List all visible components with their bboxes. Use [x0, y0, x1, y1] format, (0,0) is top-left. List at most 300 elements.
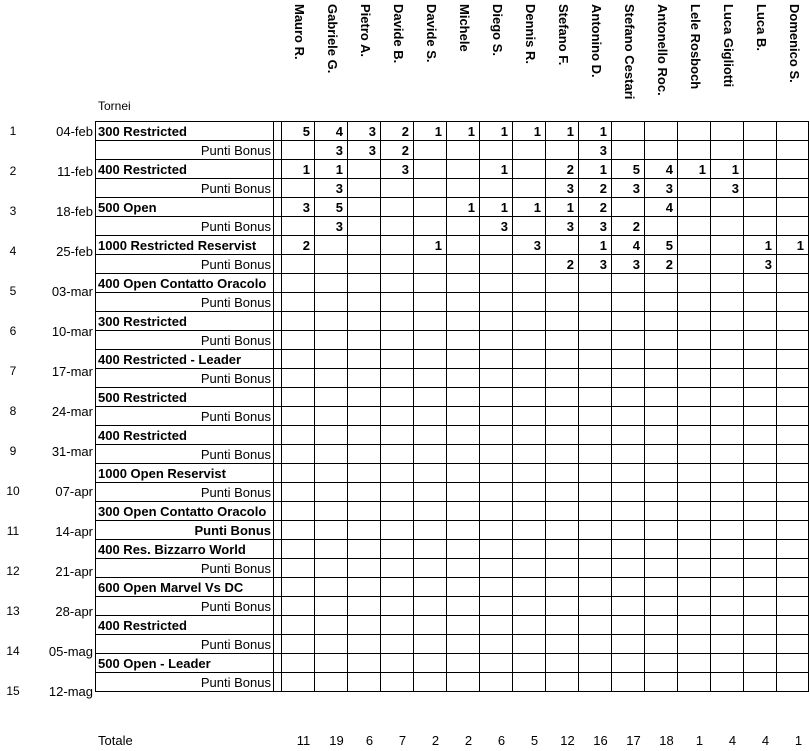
separator-cell: [274, 141, 282, 160]
row-number: 5: [9, 284, 17, 298]
bonus-cell: [414, 483, 447, 502]
bonus-cell: [315, 483, 348, 502]
scores-table: [95, 121, 809, 692]
bonus-cell: [480, 331, 513, 350]
score-cell: [645, 540, 678, 559]
bonus-cell: [447, 559, 480, 578]
score-cell: [480, 540, 513, 559]
separator-cell: [274, 502, 282, 521]
score-cell: [447, 426, 480, 445]
score-cell: [678, 388, 711, 407]
bonus-cell: [546, 483, 579, 502]
separator-cell: [274, 388, 282, 407]
bonus-cell: [612, 369, 645, 388]
total-value: 16: [593, 733, 608, 748]
bonus-label: Punti Bonus: [96, 369, 274, 388]
bonus-cell: [711, 369, 744, 388]
score-cell: [348, 540, 381, 559]
bonus-cell: [315, 255, 348, 274]
bonus-cell: [546, 673, 579, 692]
tournament-date: 25-feb: [56, 244, 93, 259]
score-cell: 1: [447, 122, 480, 141]
bonus-cell: [447, 141, 480, 160]
bonus-cell: 3: [315, 217, 348, 236]
bonus-cell: [579, 331, 612, 350]
bonus-cell: [513, 331, 546, 350]
bonus-cell: [579, 407, 612, 426]
bonus-cell: [645, 331, 678, 350]
bonus-cell: [513, 673, 546, 692]
bonus-cell: [546, 331, 579, 350]
bonus-cell: [612, 635, 645, 654]
score-cell: [381, 198, 414, 217]
bonus-cell: [579, 635, 612, 654]
score-cell: 5: [645, 236, 678, 255]
score-cell: [348, 350, 381, 369]
score-cell: 3: [513, 236, 546, 255]
score-cell: [282, 502, 315, 521]
score-cell: [744, 198, 777, 217]
bonus-cell: [447, 635, 480, 654]
score-cell: [348, 464, 381, 483]
bonus-cell: [744, 521, 777, 540]
score-cell: 3: [348, 122, 381, 141]
row-number: 2: [9, 164, 17, 178]
tournament-row: [96, 312, 809, 331]
score-cell: [447, 464, 480, 483]
bonus-cell: [513, 179, 546, 198]
bonus-cell: [414, 369, 447, 388]
bonus-cell: [480, 483, 513, 502]
score-cell: [711, 654, 744, 673]
player-header: [611, 0, 644, 118]
bonus-cell: [348, 407, 381, 426]
separator-cell: [274, 616, 282, 635]
score-cell: [612, 426, 645, 445]
score-cell: [678, 654, 711, 673]
row-number: 15: [6, 684, 20, 698]
bonus-cell: 3: [480, 217, 513, 236]
score-cell: [678, 350, 711, 369]
bonus-cell: [546, 635, 579, 654]
bonus-cell: [678, 217, 711, 236]
tournament-row: [96, 502, 809, 521]
tournament-name: 400 Restricted: [96, 160, 274, 179]
score-cell: [744, 388, 777, 407]
player-header: [644, 0, 677, 118]
score-cell: 4: [315, 122, 348, 141]
tournament-name: 400 Res. Bizzarro World: [96, 540, 274, 559]
bonus-cell: 3: [348, 141, 381, 160]
score-cell: [546, 654, 579, 673]
bonus-cell: [612, 559, 645, 578]
score-cell: 2: [546, 160, 579, 179]
bonus-cell: [579, 483, 612, 502]
bonus-cell: [711, 597, 744, 616]
bonus-row: [96, 407, 809, 426]
bonus-cell: [579, 597, 612, 616]
bonus-cell: [744, 597, 777, 616]
score-cell: [744, 616, 777, 635]
tournament-row: [96, 654, 809, 673]
bonus-cell: [678, 521, 711, 540]
score-cell: [414, 426, 447, 445]
bonus-row: [96, 635, 809, 654]
bonus-cell: [348, 635, 381, 654]
bonus-cell: 3: [546, 217, 579, 236]
bonus-cell: [480, 445, 513, 464]
tournament-row: [96, 350, 809, 369]
score-cell: [447, 350, 480, 369]
bonus-cell: [447, 483, 480, 502]
score-cell: [348, 578, 381, 597]
bonus-cell: [744, 559, 777, 578]
score-cell: [645, 274, 678, 293]
bonus-cell: [447, 445, 480, 464]
player-name: Luca Gigliotti: [720, 4, 736, 88]
separator-cell: [274, 407, 282, 426]
bonus-cell: [414, 407, 447, 426]
bonus-cell: [480, 369, 513, 388]
score-cell: [381, 464, 414, 483]
bonus-cell: [480, 673, 513, 692]
player-header: [281, 0, 314, 118]
score-cell: 1: [546, 122, 579, 141]
score-cell: [678, 274, 711, 293]
score-cell: [645, 122, 678, 141]
score-cell: [480, 236, 513, 255]
separator-cell: [274, 654, 282, 673]
bonus-cell: [711, 483, 744, 502]
score-cell: [744, 654, 777, 673]
total-value: 5: [530, 733, 539, 748]
bonus-cell: 3: [744, 255, 777, 274]
score-cell: [744, 122, 777, 141]
bonus-cell: [414, 141, 447, 160]
score-cell: [612, 502, 645, 521]
bonus-cell: 2: [546, 255, 579, 274]
tournament-date: 04-feb: [56, 124, 93, 139]
bonus-cell: [678, 635, 711, 654]
player-name: Stefano F.: [555, 4, 571, 66]
score-cell: [315, 654, 348, 673]
score-cell: [282, 464, 315, 483]
bonus-cell: [447, 331, 480, 350]
score-cell: [414, 350, 447, 369]
bonus-cell: [777, 407, 809, 426]
bonus-cell: [282, 217, 315, 236]
bonus-label: Punti Bonus: [96, 255, 274, 274]
total-value: 6: [497, 733, 506, 748]
bonus-cell: [678, 293, 711, 312]
bonus-cell: [546, 597, 579, 616]
bonus-cell: [381, 559, 414, 578]
score-cell: [612, 274, 645, 293]
score-cell: [381, 616, 414, 635]
score-cell: [612, 616, 645, 635]
score-cell: 1: [315, 160, 348, 179]
score-cell: [414, 616, 447, 635]
score-cell: 1: [579, 236, 612, 255]
score-cell: [546, 426, 579, 445]
bonus-cell: [513, 521, 546, 540]
bonus-cell: [579, 445, 612, 464]
bonus-cell: [612, 445, 645, 464]
score-cell: [414, 654, 447, 673]
score-cell: [711, 122, 744, 141]
bonus-cell: [414, 635, 447, 654]
score-cell: [381, 274, 414, 293]
bonus-cell: [777, 217, 809, 236]
total-value: 4: [761, 733, 770, 748]
bonus-cell: [744, 331, 777, 350]
tournament-row: [96, 274, 809, 293]
bonus-cell: [381, 597, 414, 616]
bonus-cell: [777, 369, 809, 388]
separator-cell: [274, 122, 282, 141]
bonus-cell: [480, 521, 513, 540]
score-cell: [579, 578, 612, 597]
tournament-row: [96, 388, 809, 407]
separator-cell: [274, 426, 282, 445]
bonus-cell: 3: [579, 255, 612, 274]
bonus-cell: [315, 597, 348, 616]
bonus-cell: [348, 369, 381, 388]
score-cell: [678, 540, 711, 559]
bonus-cell: [711, 217, 744, 236]
score-cell: [513, 540, 546, 559]
bonus-row: [96, 445, 809, 464]
score-cell: [414, 312, 447, 331]
score-cell: [612, 198, 645, 217]
bonus-row: [96, 255, 809, 274]
score-cell: [579, 274, 612, 293]
player-name: Pietro A.: [357, 4, 373, 57]
player-name: Mauro R.: [291, 4, 307, 60]
score-cell: [777, 312, 809, 331]
bonus-cell: [711, 331, 744, 350]
score-cell: [579, 502, 612, 521]
score-cell: [315, 578, 348, 597]
total-value: 6: [365, 733, 374, 748]
bonus-cell: [546, 521, 579, 540]
row-number: 6: [9, 324, 17, 338]
score-cell: [744, 426, 777, 445]
total-value: 2: [464, 733, 473, 748]
bonus-cell: [282, 179, 315, 198]
score-cell: 1: [579, 122, 612, 141]
bonus-row: [96, 369, 809, 388]
tournament-date: 31-mar: [51, 444, 93, 459]
score-cell: 1: [777, 236, 809, 255]
row-number: 12: [6, 564, 20, 578]
bonus-cell: [348, 483, 381, 502]
score-cell: [414, 578, 447, 597]
score-cell: [678, 312, 711, 331]
score-cell: [777, 388, 809, 407]
bonus-cell: [546, 445, 579, 464]
bonus-cell: [777, 483, 809, 502]
bonus-row: [96, 673, 809, 692]
bonus-cell: [315, 673, 348, 692]
score-cell: [678, 426, 711, 445]
player-name: Luca B.: [753, 4, 769, 51]
bonus-cell: [744, 673, 777, 692]
bonus-cell: [744, 635, 777, 654]
score-cell: [513, 312, 546, 331]
tournament-date: 28-apr: [55, 604, 93, 619]
score-cell: [315, 312, 348, 331]
score-cell: [777, 464, 809, 483]
bonus-row: [96, 293, 809, 312]
bonus-cell: [744, 293, 777, 312]
score-cell: [711, 312, 744, 331]
bonus-cell: 2: [645, 255, 678, 274]
separator-cell: [274, 350, 282, 369]
row-number: 8: [9, 404, 17, 418]
bonus-cell: [546, 293, 579, 312]
tournament-row: [96, 426, 809, 445]
player-header: [578, 0, 611, 118]
score-cell: [612, 388, 645, 407]
score-cell: [711, 426, 744, 445]
score-cell: [348, 426, 381, 445]
player-header: [512, 0, 545, 118]
bonus-label: Punti Bonus: [96, 445, 274, 464]
bonus-cell: [348, 559, 381, 578]
separator-cell: [274, 483, 282, 502]
bonus-cell: [381, 635, 414, 654]
bonus-cell: [414, 445, 447, 464]
score-cell: [579, 350, 612, 369]
bonus-label: Punti Bonus: [96, 483, 274, 502]
score-cell: [315, 540, 348, 559]
bonus-cell: 3: [711, 179, 744, 198]
score-cell: [348, 388, 381, 407]
bonus-cell: [678, 597, 711, 616]
bonus-cell: [744, 407, 777, 426]
tournament-name: 1000 Restricted Reservist: [96, 236, 274, 255]
score-cell: [447, 654, 480, 673]
score-cell: [777, 578, 809, 597]
score-cell: [513, 578, 546, 597]
score-cell: [579, 388, 612, 407]
bonus-label: Punti Bonus: [96, 141, 274, 160]
bonus-cell: 3: [612, 255, 645, 274]
score-cell: [348, 502, 381, 521]
score-cell: [711, 540, 744, 559]
score-cell: [480, 426, 513, 445]
separator-cell: [274, 445, 282, 464]
bonus-cell: [348, 521, 381, 540]
score-cell: [315, 274, 348, 293]
bonus-cell: [480, 559, 513, 578]
bonus-cell: [612, 673, 645, 692]
score-cell: [447, 540, 480, 559]
separator-cell: [274, 274, 282, 293]
bonus-cell: [381, 673, 414, 692]
score-cell: [612, 350, 645, 369]
score-cell: [645, 502, 678, 521]
score-cell: [546, 464, 579, 483]
score-cell: [546, 616, 579, 635]
row-number: 7: [9, 364, 17, 378]
bonus-cell: [513, 445, 546, 464]
bonus-cell: [678, 673, 711, 692]
tournament-date: 10-mar: [51, 324, 93, 339]
bonus-cell: [711, 293, 744, 312]
bonus-label: Punti Bonus: [96, 559, 274, 578]
score-cell: [513, 160, 546, 179]
bonus-row: [96, 597, 809, 616]
bonus-cell: [678, 179, 711, 198]
bonus-cell: [414, 673, 447, 692]
score-cell: [282, 350, 315, 369]
score-cell: [315, 388, 348, 407]
bonus-cell: [513, 293, 546, 312]
bonus-cell: [348, 673, 381, 692]
bonus-cell: [447, 521, 480, 540]
score-cell: [447, 312, 480, 331]
score-cell: [579, 312, 612, 331]
tournament-name: 500 Open: [96, 198, 274, 217]
score-cell: [282, 312, 315, 331]
score-cell: [348, 160, 381, 179]
score-cell: [711, 578, 744, 597]
player-header: [545, 0, 578, 118]
score-cell: [315, 350, 348, 369]
score-cell: [777, 426, 809, 445]
score-cell: 2: [381, 122, 414, 141]
tournament-date: 14-apr: [55, 524, 93, 539]
bonus-cell: [546, 407, 579, 426]
player-header: [710, 0, 743, 118]
score-cell: [711, 502, 744, 521]
bonus-cell: [744, 179, 777, 198]
score-cell: [645, 350, 678, 369]
separator-cell: [274, 369, 282, 388]
bonus-label: Punti Bonus: [96, 521, 274, 540]
score-cell: [777, 616, 809, 635]
score-cell: [381, 578, 414, 597]
bonus-cell: [513, 597, 546, 616]
bonus-cell: [414, 293, 447, 312]
bonus-cell: [678, 407, 711, 426]
tournament-name: 400 Restricted - Leader: [96, 350, 274, 369]
score-cell: [282, 274, 315, 293]
bonus-cell: [579, 369, 612, 388]
score-cell: [381, 350, 414, 369]
bonus-cell: 2: [381, 141, 414, 160]
bonus-cell: [645, 521, 678, 540]
score-cell: [348, 236, 381, 255]
score-cell: [348, 616, 381, 635]
bonus-cell: [282, 635, 315, 654]
score-cell: [777, 654, 809, 673]
score-cell: [678, 502, 711, 521]
score-cell: [480, 274, 513, 293]
score-cell: [711, 236, 744, 255]
score-cell: [711, 616, 744, 635]
total-value: 18: [659, 733, 674, 748]
score-cell: [546, 388, 579, 407]
total-value: 11: [296, 733, 311, 748]
score-cell: [744, 312, 777, 331]
bonus-cell: [711, 141, 744, 160]
bonus-label: Punti Bonus: [96, 293, 274, 312]
bonus-label: Punti Bonus: [96, 635, 274, 654]
score-cell: [744, 578, 777, 597]
